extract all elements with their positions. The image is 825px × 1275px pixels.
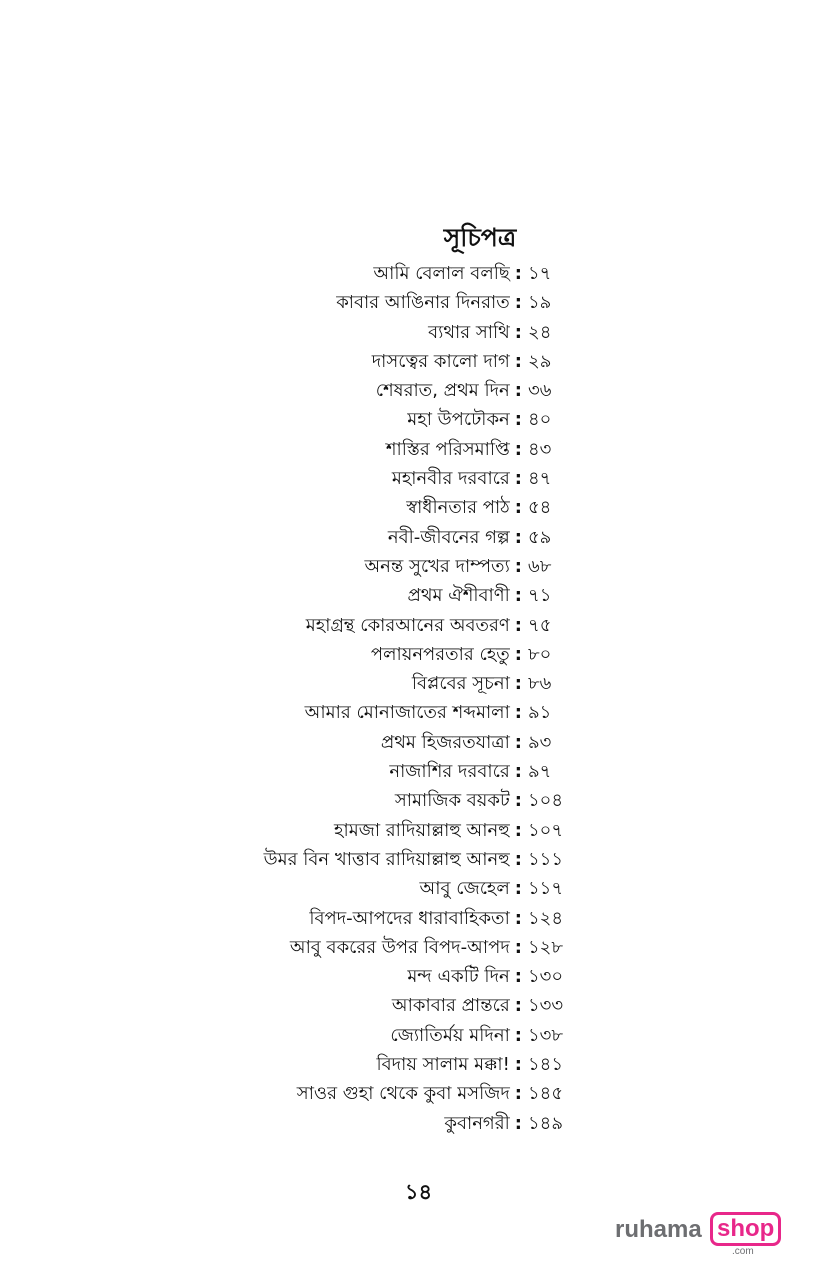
toc-entry-title: হামজা রাদিয়াল্লাহু আনহু xyxy=(334,819,510,841)
toc-entry xyxy=(200,669,570,698)
toc-entry-separator: : xyxy=(514,936,522,958)
toc-entry-separator: : xyxy=(514,263,522,284)
toc-entry-title: সামাজিক বয়কট xyxy=(394,790,510,812)
toc-entry xyxy=(200,1050,570,1079)
toc-entry xyxy=(200,728,570,757)
toc-entry-title: আবু বকরের উপর বিপদ-আপদ xyxy=(289,936,510,958)
toc-entry-page: ১১৭ xyxy=(528,878,564,900)
toc-entry xyxy=(200,816,570,845)
toc-entry-title: বিপ্লবের সূচনা xyxy=(411,673,510,695)
toc-entry-title: সাওর গুহা থেকে কুবা মসজিদ xyxy=(296,1083,510,1105)
toc-entry xyxy=(200,493,570,522)
toc-entry-title: আমার মোনাজাতের শব্দমালা xyxy=(304,702,510,724)
toc-entry-page: ৬৮ xyxy=(528,555,552,577)
toc-entry-title: মহা উপঢৌকন xyxy=(407,409,510,431)
toc-entry-separator: : xyxy=(514,526,522,548)
logo-domain: .com xyxy=(732,1246,754,1257)
toc-entry-separator: : xyxy=(514,790,522,812)
toc-entry xyxy=(200,1079,570,1108)
toc-entry-page: ১৪৯ xyxy=(528,1112,564,1134)
logo-text-prefix: ruhama xyxy=(615,1216,702,1243)
toc-entry-title: জ্যোতির্ময় মদিনা xyxy=(390,1024,510,1046)
toc-entry-page: ৭১ xyxy=(528,585,552,607)
toc-entry-page: ৮০ xyxy=(528,643,552,665)
toc-entry-separator: : xyxy=(514,1083,522,1105)
toc-entry-page: ৩৬ xyxy=(528,380,552,402)
toc-entry xyxy=(200,904,570,933)
toc-entry-separator: : xyxy=(514,614,522,636)
toc-entry-separator: : xyxy=(514,409,522,431)
toc-entry-title: মহানবীর দরবারে xyxy=(391,468,510,490)
toc-entry-title: প্রথম ঐশীবাণী xyxy=(407,585,510,607)
toc-entry-page: ১১১ xyxy=(528,848,564,870)
toc-entry-page: ১৩৮ xyxy=(528,1024,564,1046)
toc-entry-title: শাস্তির পরিসমাপ্তি xyxy=(385,438,510,460)
toc-entry-separator: : xyxy=(514,966,522,988)
toc-entry-page: ১৪৫ xyxy=(528,1083,564,1105)
toc-entry-page: ১৭ xyxy=(528,263,552,284)
toc-entry-title: প্রথম হিজরতযাত্রা xyxy=(380,731,510,753)
toc-entry-separator: : xyxy=(514,1024,522,1046)
toc-entry-separator: : xyxy=(514,643,522,665)
toc-entry-page: ১৪১ xyxy=(528,1054,564,1076)
toc-entry-page: ৯৭ xyxy=(528,761,552,783)
toc-entry-title: অনন্ত সুখের দাম্পত্য xyxy=(364,555,510,577)
toc-entry-separator: : xyxy=(514,761,522,783)
toc-entry-separator: : xyxy=(514,819,522,841)
toc-entry-page: ১৩৩ xyxy=(528,995,564,1017)
page-title: সূচিপত্র xyxy=(443,223,517,252)
toc-entry-separator: : xyxy=(514,1112,522,1134)
toc-entry-separator: : xyxy=(514,585,522,607)
toc-entry-page: ১২৮ xyxy=(528,936,564,958)
toc-entry-separator: : xyxy=(514,380,522,402)
toc-entry-separator: : xyxy=(514,468,522,490)
toc-entry xyxy=(200,1021,570,1050)
toc-entry xyxy=(200,962,570,991)
toc-entry xyxy=(200,288,570,317)
toc-entry-title: নাজাশির দরবারে xyxy=(389,761,510,783)
toc-entry-page: ৮৬ xyxy=(528,673,552,695)
toc-entry-page: ৭৫ xyxy=(528,614,552,636)
toc-entry xyxy=(200,757,570,786)
toc-entry-separator: : xyxy=(514,555,522,577)
toc-entry xyxy=(200,991,570,1020)
publisher-logo xyxy=(615,1212,785,1262)
toc-entry-title: বিপদ-আপদের ধারাবাহিকতা xyxy=(309,907,510,929)
toc-entry-page: ১০৪ xyxy=(528,790,564,812)
toc-entry-page: ৪৭ xyxy=(528,468,552,490)
page-number: ১৪ xyxy=(404,1180,433,1204)
toc-entry-page: ১৯ xyxy=(528,292,552,314)
toc-entry xyxy=(200,523,570,552)
toc-entry-title: কাবার আঙিনার দিনরাত xyxy=(336,292,510,314)
toc-entry-separator: : xyxy=(514,731,522,753)
toc-entry-separator: : xyxy=(514,350,522,372)
toc-entry-title: দাসত্বের কালো দাগ xyxy=(371,350,510,372)
toc-entry-title: আকাবার প্রান্তরে xyxy=(391,995,510,1017)
toc-entry-page: ৫৯ xyxy=(528,526,552,548)
toc-entry xyxy=(200,845,570,874)
toc-entry xyxy=(200,376,570,405)
toc-entry-separator: : xyxy=(514,497,522,519)
table-of-contents xyxy=(200,259,570,1138)
toc-entry-page: ৪০ xyxy=(528,409,552,431)
toc-entry-page: ৪৩ xyxy=(528,438,552,460)
toc-entry-page: ৫৪ xyxy=(528,497,552,519)
toc-entry xyxy=(200,640,570,669)
toc-entry-separator: : xyxy=(514,321,522,343)
toc-entry xyxy=(200,318,570,347)
toc-entry xyxy=(200,933,570,962)
toc-entry-title: আবু জেহেল xyxy=(419,878,510,900)
toc-entry xyxy=(200,786,570,815)
toc-entry-separator: : xyxy=(514,878,522,900)
toc-entry-separator: : xyxy=(514,848,522,870)
toc-entry-separator: : xyxy=(514,673,522,695)
toc-entry xyxy=(200,435,570,464)
toc-entry xyxy=(200,259,570,288)
toc-entry xyxy=(200,874,570,903)
toc-entry xyxy=(200,552,570,581)
toc-entry-page: ১২৪ xyxy=(528,907,564,929)
toc-entry-title: মন্দ একটি দিন xyxy=(407,966,510,988)
toc-entry-title: ব্যথার সাথি xyxy=(428,321,510,343)
logo-text-box: shop xyxy=(710,1212,781,1246)
toc-entry-title: শেষরাত, প্রথম দিন xyxy=(375,380,510,402)
toc-entry-page: ১০৭ xyxy=(528,819,564,841)
toc-entry-separator: : xyxy=(514,702,522,724)
toc-entry-title: নবী-জীবনের গল্প xyxy=(387,526,510,548)
toc-entry xyxy=(200,1109,570,1138)
toc-entry-title: উমর বিন খাত্তাব রাদিয়াল্লাহু আনহু xyxy=(263,848,510,870)
toc-entry-separator: : xyxy=(514,907,522,929)
toc-entry-page: ১৩০ xyxy=(528,966,564,988)
toc-entry-title: বিদায় সালাম মক্কা! xyxy=(376,1054,510,1076)
toc-entry-title: কুবানগরী xyxy=(444,1112,510,1134)
toc-entry-separator: : xyxy=(514,1054,522,1076)
toc-entry xyxy=(200,698,570,727)
toc-entry xyxy=(200,611,570,640)
toc-entry-separator: : xyxy=(514,995,522,1017)
toc-entry-title: স্বাধীনতার পাঠ xyxy=(406,497,510,519)
toc-entry-title: আমি বেলাল বলছি xyxy=(373,263,510,284)
toc-entry-page: ৯৩ xyxy=(528,731,552,753)
toc-entry xyxy=(200,405,570,434)
toc-entry-page: ২৪ xyxy=(528,321,552,343)
toc-entry-separator: : xyxy=(514,438,522,460)
toc-entry-page: ২৯ xyxy=(528,350,552,372)
toc-entry-page: ৯১ xyxy=(528,702,552,724)
toc-entry-title: পলায়নপরতার হেতু xyxy=(370,643,510,665)
toc-entry xyxy=(200,347,570,376)
toc-entry xyxy=(200,464,570,493)
toc-entry xyxy=(200,581,570,610)
toc-entry-separator: : xyxy=(514,292,522,314)
toc-entry-title: মহাগ্রন্থ কোরআনের অবতরণ xyxy=(305,614,510,636)
